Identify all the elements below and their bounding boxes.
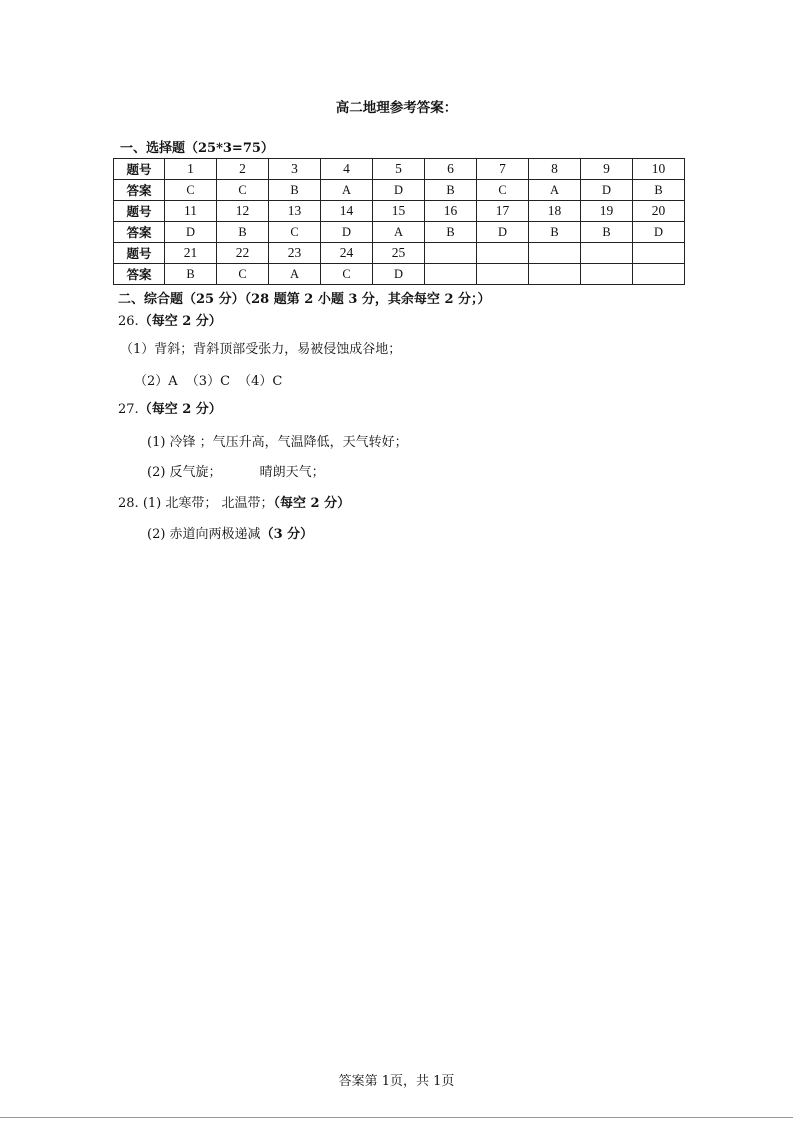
q28-line-2-text: (2) 赤道向两极递减 bbox=[147, 527, 261, 542]
question-cell: 2 bbox=[217, 159, 269, 180]
question-cell: 22 bbox=[217, 243, 269, 264]
question-cell: 13 bbox=[269, 201, 321, 222]
question-cell: 21 bbox=[165, 243, 217, 264]
answer-cell: A bbox=[529, 180, 581, 201]
answer-cell: D bbox=[321, 222, 373, 243]
question-cell: 15 bbox=[373, 201, 425, 222]
answer-cell: C bbox=[217, 264, 269, 285]
q26-note: （每空 2 分） bbox=[138, 314, 222, 329]
question-cell: 5 bbox=[373, 159, 425, 180]
question-label-cell: 题号 bbox=[114, 201, 165, 222]
question-cell bbox=[633, 243, 685, 264]
q27-line-2-part-a: (2) 反气旋； bbox=[147, 465, 222, 480]
answer-cell bbox=[633, 264, 685, 285]
answer-cell: C bbox=[321, 264, 373, 285]
question-cell: 12 bbox=[217, 201, 269, 222]
answer-label-cell: 答案 bbox=[114, 222, 165, 243]
answer-table-row-answer bbox=[114, 264, 685, 285]
answer-table-row-answer bbox=[114, 180, 685, 201]
q27-heading bbox=[118, 398, 222, 417]
document-title: 高二地理参考答案： bbox=[335, 100, 458, 116]
answer-label-cell: 答案 bbox=[114, 180, 165, 201]
answer-cell bbox=[477, 264, 529, 285]
q27-line-1: (1) 冷锋 ；气压升高，气温降低，天气转好； bbox=[147, 435, 408, 450]
section-1-heading: 一、选择题（25*3=75） bbox=[120, 141, 274, 156]
question-cell: 8 bbox=[529, 159, 581, 180]
q27-line-2-part-b: 晴朗天气； bbox=[259, 465, 325, 480]
question-cell bbox=[425, 243, 477, 264]
q28-line-1-note: （每空 2 分） bbox=[273, 496, 351, 511]
question-cell: 9 bbox=[581, 159, 633, 180]
q26-line-1: （1）背斜；背斜顶部受张力，易被侵蚀成谷地； bbox=[120, 342, 402, 357]
answer-label-cell: 答案 bbox=[114, 264, 165, 285]
question-cell bbox=[477, 243, 529, 264]
answer-cell: D bbox=[373, 180, 425, 201]
q28-line-2 bbox=[147, 523, 313, 542]
question-label-cell: 题号 bbox=[114, 159, 165, 180]
question-cell bbox=[581, 243, 633, 264]
question-cell: 4 bbox=[321, 159, 373, 180]
answer-cell bbox=[425, 264, 477, 285]
answer-cell: B bbox=[269, 180, 321, 201]
answer-cell: B bbox=[217, 222, 269, 243]
q26-heading bbox=[118, 310, 222, 329]
answer-cell: C bbox=[165, 180, 217, 201]
question-cell: 6 bbox=[425, 159, 477, 180]
question-cell bbox=[529, 243, 581, 264]
answer-cell: B bbox=[425, 180, 477, 201]
question-cell: 17 bbox=[477, 201, 529, 222]
question-cell: 14 bbox=[321, 201, 373, 222]
answer-cell: A bbox=[269, 264, 321, 285]
answer-cell: D bbox=[477, 222, 529, 243]
q27-line-2 bbox=[147, 461, 325, 480]
question-cell: 23 bbox=[269, 243, 321, 264]
question-cell: 11 bbox=[165, 201, 217, 222]
answer-cell bbox=[529, 264, 581, 285]
answer-table-row-question bbox=[114, 159, 685, 180]
answer-cell: D bbox=[165, 222, 217, 243]
q28-line-1 bbox=[118, 492, 350, 511]
answer-cell: B bbox=[425, 222, 477, 243]
answer-cell: B bbox=[633, 180, 685, 201]
answer-table bbox=[113, 158, 685, 285]
q28-line-1-text: (1) 北寒带； 北温带； bbox=[142, 496, 274, 511]
question-cell: 18 bbox=[529, 201, 581, 222]
answer-cell: C bbox=[217, 180, 269, 201]
question-cell: 19 bbox=[581, 201, 633, 222]
footer-rule bbox=[0, 1117, 793, 1118]
answer-cell: C bbox=[269, 222, 321, 243]
question-label-cell: 题号 bbox=[114, 243, 165, 264]
answer-table-row-question bbox=[114, 243, 685, 264]
page-footer: 答案第 1页，共 1页 bbox=[338, 1074, 455, 1089]
q28-number: 28. bbox=[118, 496, 139, 511]
question-cell: 24 bbox=[321, 243, 373, 264]
answer-cell: A bbox=[373, 222, 425, 243]
q28-line-2-note: （3 分） bbox=[260, 527, 314, 542]
answer-cell: B bbox=[165, 264, 217, 285]
question-cell: 1 bbox=[165, 159, 217, 180]
question-cell: 20 bbox=[633, 201, 685, 222]
answer-cell: B bbox=[529, 222, 581, 243]
q27-note: （每空 2 分） bbox=[138, 402, 222, 417]
q26-number: 26. bbox=[118, 314, 139, 329]
question-cell: 25 bbox=[373, 243, 425, 264]
question-cell: 7 bbox=[477, 159, 529, 180]
answer-cell bbox=[581, 264, 633, 285]
answer-cell: D bbox=[581, 180, 633, 201]
question-cell: 10 bbox=[633, 159, 685, 180]
answer-cell: B bbox=[581, 222, 633, 243]
answer-cell: D bbox=[633, 222, 685, 243]
answer-cell: D bbox=[373, 264, 425, 285]
question-cell: 16 bbox=[425, 201, 477, 222]
q26-line-2: （2）A （3）C （4）C bbox=[134, 374, 283, 389]
q27-number: 27. bbox=[118, 402, 139, 417]
answer-table-row-answer bbox=[114, 222, 685, 243]
question-cell: 3 bbox=[269, 159, 321, 180]
answer-cell: C bbox=[477, 180, 529, 201]
answer-cell: A bbox=[321, 180, 373, 201]
answer-table-row-question bbox=[114, 201, 685, 222]
section-2-heading: 二、综合题（25 分）（28 题第 2 小题 3 分，其余每空 2 分；） bbox=[118, 292, 491, 307]
